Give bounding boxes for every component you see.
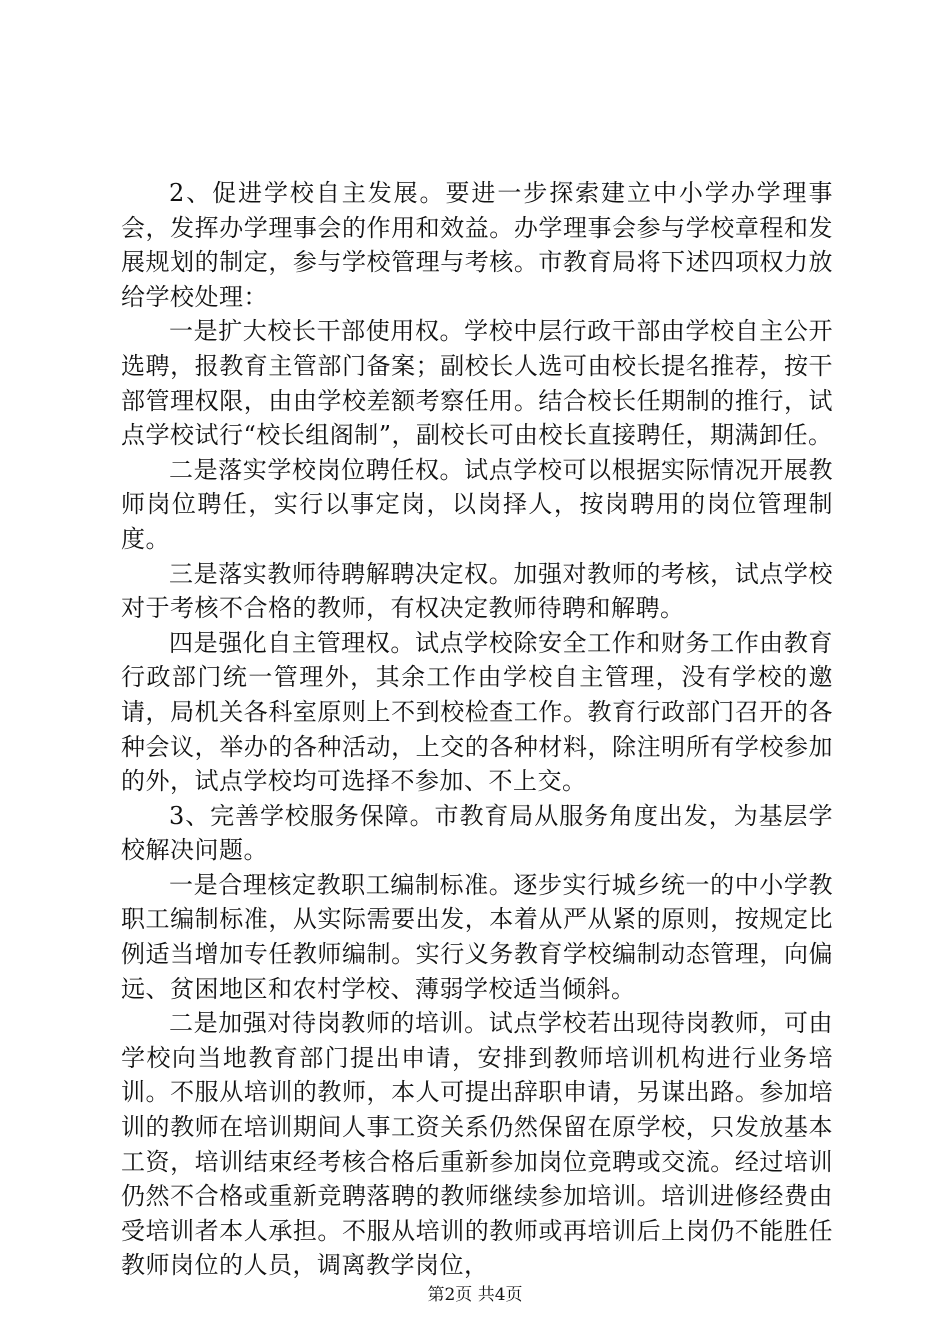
paragraph-teacher-dismissal-power: 三是落实教师待聘解聘决定权。加强对教师的考核，试点学校对于考核不合格的教师，有权决定教师待聘和解聘。 <box>121 559 833 623</box>
paragraph-promote-autonomy: 2、促进学校自主发展。要进一步探索建立中小学办学理事会，发挥办学理事会的作用和效益。办学理事会参与学校章程和发展规划的制定，参与学校管理与考核。市教育局将下述四项权力放给学校处理： <box>121 179 833 311</box>
paragraph-principal-cadre-power: 一是扩大校长干部使用权。学校中层行政干部由学校自主公开选聘，报教育主管部门备案；副校长人选可由校长提名推荐，按干部管理权限，由由学校差额考察任用。结合校长任期制的推行，试点学校试行“校长组阁制”，副校长可由校长直接聘任，期满卸任。 <box>121 317 833 450</box>
paragraph-post-appointment-power: 二是落实学校岗位聘任权。试点学校可以根据实际情况开展教师岗位聘任，实行以事定岗，以岗择人，按岗聘用的岗位管理制度。 <box>121 455 833 553</box>
paragraph-teacher-training: 二是加强对待岗教师的培训。试点学校若出现待岗教师，可由学校向当地教育部门提出申请，安排到教师培训机构进行业务培训。不服从培训的教师，本人可提出辞职申请，另谋出路。参加培训的教师在培训期间人事工资关系仍然保留在原学校，只发放基本工资，培训结束经考核合格后重新参加岗位竞聘或交流。经过培训仍然不合格或重新竞聘落聘的教师继续参加培训。培训进修经费由受培训者本人承担。不服从培训的教师或再培训后上岗仍不能胜任教师岗位的人员，调离教学岗位， <box>121 1009 833 1280</box>
paragraph-self-management-power: 四是强化自主管理权。试点学校除安全工作和财务工作由教育行政部门统一管理外，其余工作由学校自主管理，没有学校的邀请，局机关各科室原则上不到校检查工作。教育行政部门召开的各种会议，举办的各种活动，上交的各种材料，除注明所有学校参加的外，试点学校均可选择不参加、不上交。 <box>121 628 833 796</box>
paragraph-staffing-standard: 一是合理核定教职工编制标准。逐步实行城乡统一的中小学教职工编制标准，从实际需要出发，本着从严从紧的原则，按规定比例适当增加专任教师编制。实行义务教育学校编制动态管理，向偏远、贫困地区和农村学校、薄弱学校适当倾斜。 <box>121 870 833 1003</box>
paragraph-service-guarantee: 3、完善学校服务保障。市教育局从服务角度出发，为基层学校解决问题。 <box>121 801 833 865</box>
document-body <box>121 176 833 1283</box>
page-number-footer: 第2页 共4页 <box>427 1285 523 1305</box>
